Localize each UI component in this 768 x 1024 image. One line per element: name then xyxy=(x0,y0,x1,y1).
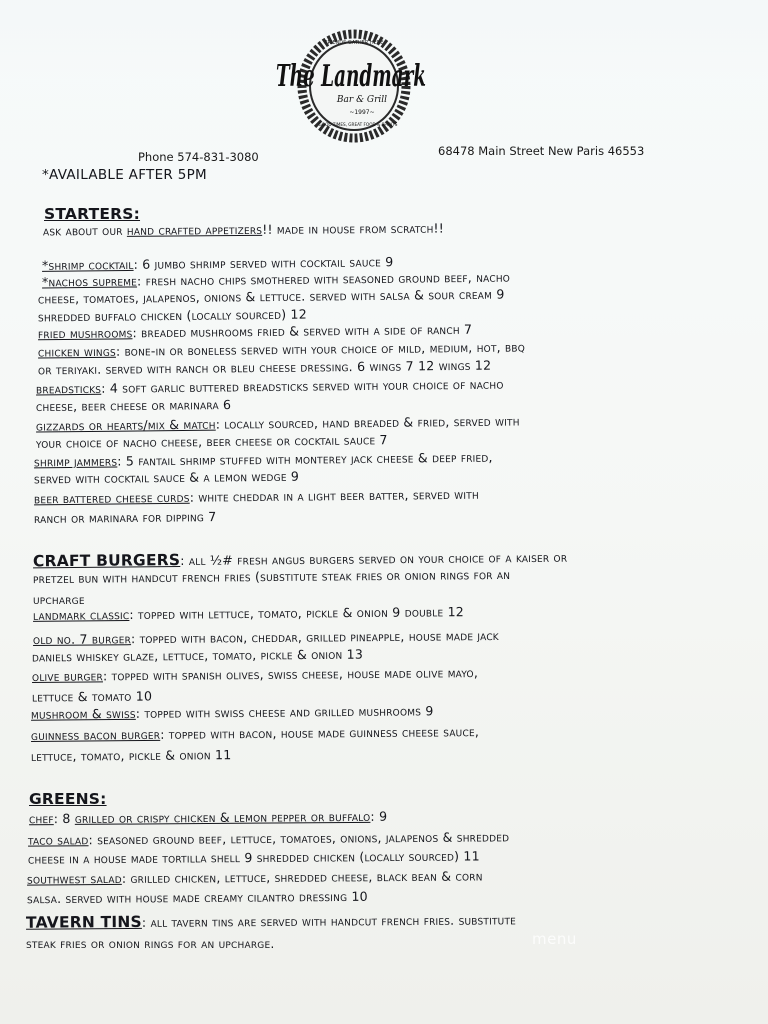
burger-item-desc: daniels whiskey glaze, lettuce, tomato, pickle & onion 13 xyxy=(31,646,364,665)
greens-heading: GREENS: xyxy=(29,790,107,808)
starters-intro xyxy=(43,221,444,239)
starter-item-name: shrimp jammers xyxy=(33,453,118,470)
starter-line xyxy=(34,509,217,526)
logo-seal-icon xyxy=(258,22,436,148)
hand-crafted-link: hand crafted appetizers xyxy=(126,221,263,238)
starter-item-desc: ranch or marinara for dipping 7 xyxy=(33,509,217,526)
burger-item-name: landmark classic xyxy=(32,607,130,623)
starter-item-desc: : white cheddar in a light beer batter, served with xyxy=(189,486,479,505)
starter-line xyxy=(34,469,299,487)
tins-heading: TAVERN TINS xyxy=(25,912,142,932)
starter-item-name: gizzards or hearts/mix & match xyxy=(35,416,216,434)
starter-item-name: beer battered cheese curds xyxy=(33,489,190,507)
logo-est: ~1997~ xyxy=(349,109,375,116)
green-line xyxy=(29,809,387,827)
tins-text1: : all tavern tins are served with handcut french fries. substitute xyxy=(141,912,517,930)
burger-item-name: olive burger xyxy=(31,668,104,684)
burger-item-desc: : topped with swiss cheese and grilled mushrooms 9 xyxy=(135,703,434,721)
burger-item-name: old no. 7 burger xyxy=(32,631,132,648)
green-line xyxy=(28,848,480,866)
green-item-desc: cheese in a house made tortilla shell 9 shredded chicken (locally sourced) 11 xyxy=(27,848,480,867)
starter-line xyxy=(36,397,231,414)
burgers-intro-line2: pretzel bun with handcut french fries (substitute steak fries or onion rings for an xyxy=(32,566,511,587)
burger-item-desc: lettuce & tomato 10 xyxy=(31,688,153,705)
starter-item-desc: cheese, beer cheese or marinara 6 xyxy=(35,396,232,415)
starter-item-desc: served with cocktail sauce & a lemon wedge 9 xyxy=(33,468,300,487)
starter-item-name: fried mushrooms xyxy=(37,325,133,342)
starters-intro-prefix: ask about our xyxy=(42,222,127,239)
burger-line xyxy=(32,688,152,704)
starter-line xyxy=(38,307,307,325)
logo-name: The Landmark xyxy=(276,59,426,94)
burgers-intro-line3: upcharge xyxy=(33,592,85,607)
green-line xyxy=(27,889,368,906)
green-item-name: chef xyxy=(28,811,54,827)
starter-item-name: *nachos supreme xyxy=(41,273,138,290)
availability-note: *AVAILABLE AFTER 5PM xyxy=(42,167,207,183)
green-item-name: grilled or crispy chicken & lemon pepper or buffalo xyxy=(74,808,371,826)
starter-item-desc: : breaded mushrooms fried & served with a side of ranch 7 xyxy=(132,321,473,341)
starter-item-name: breadsticks xyxy=(35,380,102,397)
starter-item-desc: cheese, tomatoes, jalapenos, onions & lettuce. served with salsa & sour cream 9 xyxy=(37,286,505,307)
logo-sub: Bar & Grill xyxy=(336,95,388,105)
starter-item-name: chicken wings xyxy=(37,343,116,360)
starter-item-desc: shredded buffalo chicken (locally sourced) 12 xyxy=(37,306,308,325)
starter-item-name: *shrimp cocktail xyxy=(41,256,134,273)
watermark: menu xyxy=(532,930,577,948)
starter-item-desc: or teriyaki. served with ranch or bleu cheese dressing. 6 wings 7 12 wings 12 xyxy=(37,357,492,378)
starters-heading: STARTERS: xyxy=(44,205,141,223)
green-line xyxy=(27,868,483,886)
logo-ring-top: FRIENDS GATHER HERE xyxy=(324,40,384,46)
green-item-desc: : seasoned ground beef, lettuce, tomatoes, onions, jalapenos & shredded xyxy=(88,829,510,848)
green-item-desc: : grilled chicken, lettuce, shredded cheese, black bean & corn xyxy=(121,868,483,886)
green-item-name: taco salad xyxy=(27,832,89,848)
burger-item-name: guinness bacon burger xyxy=(30,726,161,743)
starter-item-desc: : locally sourced, hand breaded & fried, served with xyxy=(215,413,520,432)
burger-item-desc: lettuce, tomato, pickle & onion 11 xyxy=(30,747,232,764)
burger-item-desc: : topped with lettuce, tomato, pickle & onion 9 double 12 xyxy=(129,604,465,623)
green-item-desc: : 8 xyxy=(53,810,75,827)
green-item-desc: : 9 xyxy=(370,808,388,824)
burger-line xyxy=(31,747,232,764)
logo-ring-bottom: GOOD TIMES, GREAT FOOD & SPIRITS xyxy=(318,122,398,127)
phone-number: Phone 574-831-3080 xyxy=(138,150,259,164)
starter-item-desc: your choice of nacho cheese, beer cheese or cocktail sauce 7 xyxy=(35,432,388,451)
burger-item-desc: : topped with bacon, cheddar, grilled pineapple, house made jack xyxy=(130,627,499,647)
starter-item-desc: : 6 jumbo shrimp served with cocktail sauce 9 xyxy=(133,254,394,272)
starter-item-desc: : bone-in or boneless served with your choice of mild, medium, hot, bbq xyxy=(115,339,526,359)
burger-item-desc: : topped with bacon, house made guinness cheese sauce, xyxy=(160,724,480,742)
landmark-logo xyxy=(258,22,436,148)
burgers-intro1: : all ½# fresh angus burgers served on your choice of a kaiser or xyxy=(180,549,568,569)
green-item-name: southwest salad xyxy=(26,870,122,887)
burger-item-desc: : topped with spanish olives, swiss cheese, house made olive mayo, xyxy=(102,665,479,684)
tins-line1 xyxy=(26,910,516,931)
burger-item-name: mushroom & swiss xyxy=(30,705,136,722)
green-item-desc: salsa. served with house made creamy cilantro dressing 10 xyxy=(26,888,368,907)
address: 68478 Main Street New Paris 46553 xyxy=(438,144,645,158)
burgers-heading: CRAFT BURGERS xyxy=(32,551,181,571)
starter-item-desc: : 5 fantail shrimp stuffed with monterey jack cheese & deep fried, xyxy=(117,449,493,469)
starter-item-desc: : fresh nacho chips smothered with seasoned ground beef, nacho xyxy=(136,269,511,289)
starter-item-desc: : 4 soft garlic buttered breadsticks served with your choice of nacho xyxy=(101,376,504,396)
starters-intro-suffix: !! made in house from scratch!! xyxy=(262,220,445,237)
tins-line2: steak fries or onion rings for an upcharge. xyxy=(26,936,275,951)
burger-line xyxy=(32,647,363,665)
